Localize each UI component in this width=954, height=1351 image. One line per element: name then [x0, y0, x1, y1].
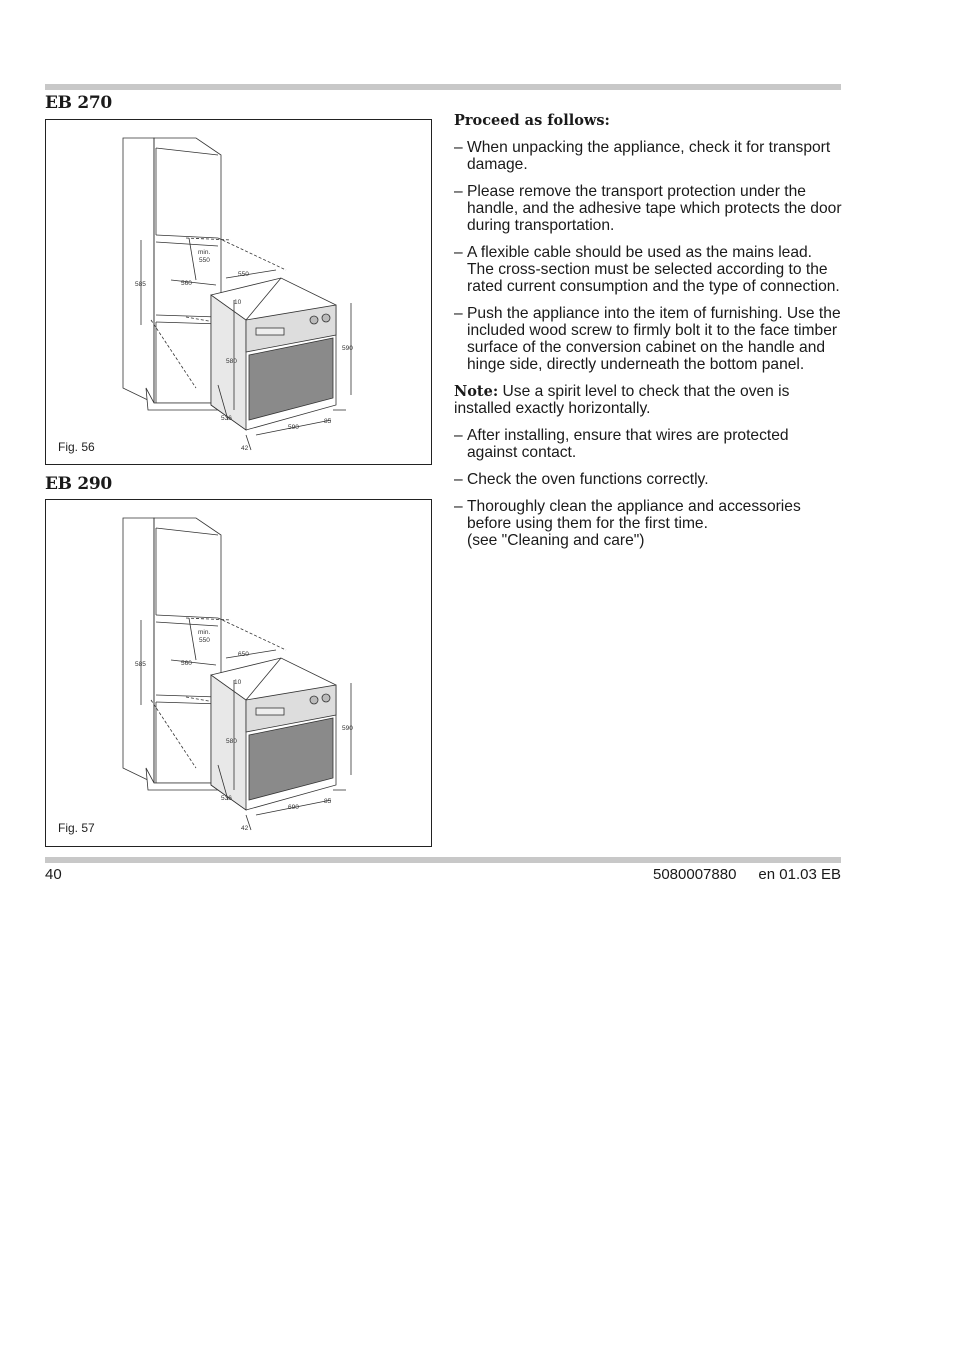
steps-list-b — [454, 427, 842, 549]
dim-585: 585 — [135, 661, 146, 668]
doc-number: 5080007880 — [652, 866, 737, 883]
dim-min-label: min. — [198, 629, 211, 636]
oven-installation-diagram-56 — [46, 120, 431, 464]
dim-590-height: 590 — [342, 725, 353, 732]
step-text: Please remove the transport protection under the handle, and the adhesive tape which protects the door during transportation. — [467, 183, 842, 234]
list-dash: – — [454, 244, 463, 261]
list-dash: – — [454, 183, 463, 200]
bottom-rule — [45, 857, 841, 863]
list-item — [454, 183, 842, 234]
dim-560: 560 — [181, 280, 192, 287]
list-item — [454, 498, 842, 549]
dim-85: 85 — [324, 418, 332, 425]
list-dash: – — [454, 305, 463, 322]
oven-installation-diagram-57 — [46, 500, 431, 846]
section-title-eb270: EB 270 — [45, 93, 112, 113]
list-dash: – — [454, 427, 463, 444]
dim-536: 536 — [221, 415, 232, 422]
dim-10: 10 — [234, 299, 242, 306]
edition: en 01.03 EB — [758, 866, 841, 883]
dim-42: 42 — [241, 825, 249, 832]
list-item — [454, 139, 842, 173]
figure-caption: Fig. 56 — [58, 440, 95, 454]
instructions-column — [454, 112, 842, 559]
dim-min-550: 550 — [199, 637, 210, 644]
step-text: When unpacking the appliance, check it for transport damage. — [467, 139, 831, 173]
step-text: Push the appliance into the item of furnishing. Use the included wood screw to firmly bolt it to the face timber surface of the conversion cabinet on the handle and hinge side, directly underneath the bottom panel. — [467, 305, 841, 373]
list-item — [454, 471, 842, 488]
figure-caption: Fig. 57 — [58, 821, 95, 835]
dim-42: 42 — [241, 445, 249, 452]
step-text: Check the oven functions correctly. — [467, 471, 709, 488]
dim-depth: 550 — [238, 271, 249, 278]
step-text: A flexible cable should be used as the mains lead. The cross-section must be selected according to the rated current consumption and the type of connection. — [467, 244, 840, 295]
list-dash: – — [454, 471, 463, 488]
dim-580: 580 — [226, 738, 237, 745]
dim-min-550: 550 — [199, 257, 210, 264]
dim-585: 585 — [135, 281, 146, 288]
note-text: Use a spirit level to check that the oven is installed exactly horizontally. — [454, 383, 790, 417]
footer-doc-info — [653, 866, 841, 883]
dim-536: 536 — [221, 795, 232, 802]
list-item — [454, 244, 842, 295]
list-dash: – — [454, 498, 463, 515]
dim-min-label: min. — [198, 249, 211, 256]
dim-590-height: 590 — [342, 345, 353, 352]
figure-57-box — [45, 499, 432, 847]
dim-depth: 650 — [238, 651, 249, 658]
note-label: Note: — [454, 383, 499, 400]
dim-580: 580 — [226, 358, 237, 365]
dim-width-bottom: 590 — [288, 424, 299, 431]
see-also-reference: (see "Cleaning and care") — [467, 532, 645, 549]
list-item — [454, 427, 842, 461]
dim-560: 560 — [181, 660, 192, 667]
figure-56-box — [45, 119, 432, 465]
list-item — [454, 305, 842, 373]
dim-10: 10 — [234, 679, 242, 686]
note-paragraph — [454, 383, 842, 417]
top-rule — [45, 84, 841, 90]
list-dash: – — [454, 139, 463, 156]
dim-width-bottom: 690 — [288, 804, 299, 811]
step-text: After installing, ensure that wires are protected against contact. — [467, 427, 789, 461]
dim-85: 85 — [324, 798, 332, 805]
instructions-heading: Proceed as follows: — [454, 112, 610, 129]
page-number: 40 — [45, 866, 62, 883]
step-text: Thoroughly clean the appliance and accessories before using them for the first time. — [467, 498, 801, 532]
section-title-eb290: EB 290 — [45, 474, 112, 494]
steps-list-a — [454, 139, 842, 373]
